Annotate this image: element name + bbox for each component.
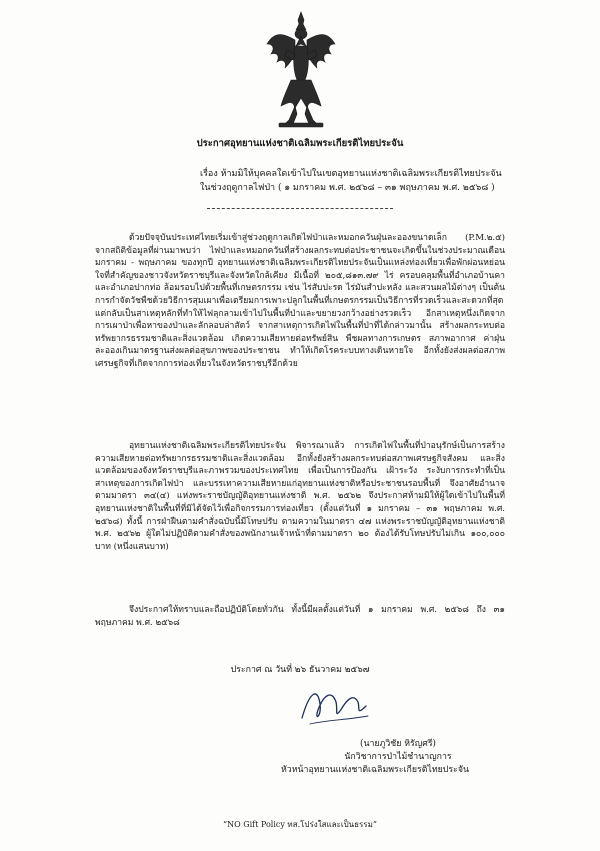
subject-block [200, 168, 540, 195]
policy-footer: “NO Gift Policy ทส.โปร่งใสและเป็นธรรม” [223, 820, 377, 829]
handwritten-signature [296, 680, 374, 732]
signer-title: หัวหน้าอุทยานแห่งชาติเฉลิมพระเกียรติไทยประจัน [280, 765, 469, 775]
announcement-date: ประกาศ ณ วันที่ ๒๖ ธันวาคม ๒๕๖๗ [230, 665, 370, 675]
subject-line: เรื่อง ห้ามมิให้บุคคลใดเข้าไปในเขตอุทยานแห่งชาติเฉลิมพระเกียรติไทยประจัน [200, 169, 502, 179]
body-paragraph-3: จึงประกาศให้ทราบและถือปฏิบัติโดยทั่วกัน ทั้งนี้มีผลตั้งแต่วันที่ ๑ มกราคม พ.ศ. ๒๕๖๘ ถึง ๓๑ พฤษภาคม พ.ศ. ๒๕๖๘ [95, 605, 505, 628]
signer-name: (นายภูวิชัย หิรัญศรี) [360, 739, 436, 749]
body-paragraph-2: อุทยานแห่งชาติเฉลิมพระเกียรติไทยประจัน พิจารณาแล้ว การเกิดไฟในพื้นที่ป่าอนุรักษ์เป็นการสร้างความเสียหายต่อทรัพยากรธรรมชาติและสิ่งแวดล้อม อีกทั้งยังสร้างผลกระทบต่อสภาพเศรษฐกิจสังคม และสิ่งแวดล้อมของจังหวัดราชบุรีและภาพรวมของประเทศไทย เพื่อเป็นการป้องกัน เฝ้าระวัง ระงับการกระทำที่เป็นสาเหตุของการเกิดไฟป่า และบรรเทาความเสียหายแก่อุทยานแห่งชาติหรือประชาชนรอบพื้นที่ จึงอาศัยอำนาจตามมาตรา ๓๔(๔) แห่งพระราชบัญญัติอุทยานแห่งชาติ พ.ศ. ๒๕๖๒ จึงประกาศห้ามมิให้ผู้ใดเข้าไปในพื้นที่อุทยานแห่งชาติในพื้นที่ที่มิได้จัดไว้เพื่อกิจกรรมการท่องเที่ยว (ตั้งแต่วันที่ ๑ มกราคม – ๓๑ พฤษภาคม พ.ศ. ๒๕๖๘) ทั้งนี้ การฝ่าฝืนตามคำสั่งฉบับนี้มีโทษปรับ ตามความในมาตรา ๔๗ แห่งพระราชบัญญัติอุทยานแห่งชาติ พ.ศ. ๒๕๖๒ ผู้ใดไม่ปฏิบัติตามคำสั่งของพนักงานเจ้าหน้าที่ตามมาตรา ๒๐ ต้องได้รับโทษปรับไม่เกิน ๑๐๐,๐๐๐ บาท (หนึ่งแสนบาท) [95, 441, 505, 552]
signer-position: นักวิชาการป่าไม้ชำนาญการ [344, 752, 452, 762]
subject-period-line: ในช่วงฤดูกาลไฟป่า ( ๑ มกราคม พ.ศ. ๒๕๖๘ – ๓๑ พฤษภาคม พ.ศ. ๒๕๖๘ ) [200, 182, 495, 193]
signature-block [268, 738, 528, 777]
page-title: ประกาศอุทยานแห่งชาติเฉลิมพระเกียรติไทยประจัน [196, 138, 404, 149]
divider [207, 208, 393, 209]
garuda-emblem-icon [265, 10, 337, 128]
body-paragraph-1: ด้วยปัจจุบันประเทศไทยเริ่มเข้าสู่ช่วงฤดูกาลเกิดไฟป่าและหมอกควันฝุ่นละอองขนาดเล็ก (P.M.๒.๕) จากสถิติข้อมูลที่ผ่านมาพบว่า ไฟป่าและหมอกควันที่สร้างผลกระทบต่อประชาชนจะเกิดขึ้นในช่วงประมาณเดือน มกราคม - พฤษภาคม ของทุกปี อุทยานแห่งชาติเฉลิมพระเกียรติไทยประจันเป็นแหล่งท่องเที่ยวเพื่อพักผ่อนหย่อนใจที่สำคัญของชาวจังหวัดราชบุรีและจังหวัดใกล้เคียง มีเนื้อที่ ๒๐๕,๘๑๓.๗๙ ไร่ ครอบคลุมพื้นที่อำเภอบ้านคาและอำเภอปากท่อ ล้อมรอบไปด้วยพื้นที่เกษตรกรรม เช่น ไร่สับปะรด ไร่มันสำปะหลัง และสวนผลไม้ต่างๆ เป็นต้น การกำจัดวัชพืชด้วยวิธีการสุมเผาเพื่อเตรียมการเพาะปลูกในพื้นที่เกษตรกรรมเป็นวิธีการที่รวดเร็วและสะดวกที่สุด แต่กลับเป็นสาเหตุหลักที่ทำให้ไฟลุกลามเข้าไปในพื้นที่ป่าและขยายวงกว้างอย่างรวดเร็ว อีกสาเหตุหนึ่งเกิดจากการเผาป่าเพื่อหาของป่าและลักลอบล่าสัตว์ จากสาเหตุการเกิดไฟในพื้นที่ป่าที่ได้กล่าวมานั้น สร้างผลกระทบต่อทรัพยากรธรรมชาติและสิ่งแวดล้อม เกิดความเสียหายต่อทรัพย์สิน พืชผลทางการเกษตร สภาพอากาศ ค่าฝุ่นละอองเกินมาตรฐานส่งผลต่อสุขภาพของประชาชน ทำให้เกิดโรคระบบทางเดินหายใจ อีกทั้งยังส่งผลต่อสภาพเศรษฐกิจที่เกิดจากการท่องเที่ยวในจังหวัดราชบุรีอีกด้วย [95, 233, 505, 369]
